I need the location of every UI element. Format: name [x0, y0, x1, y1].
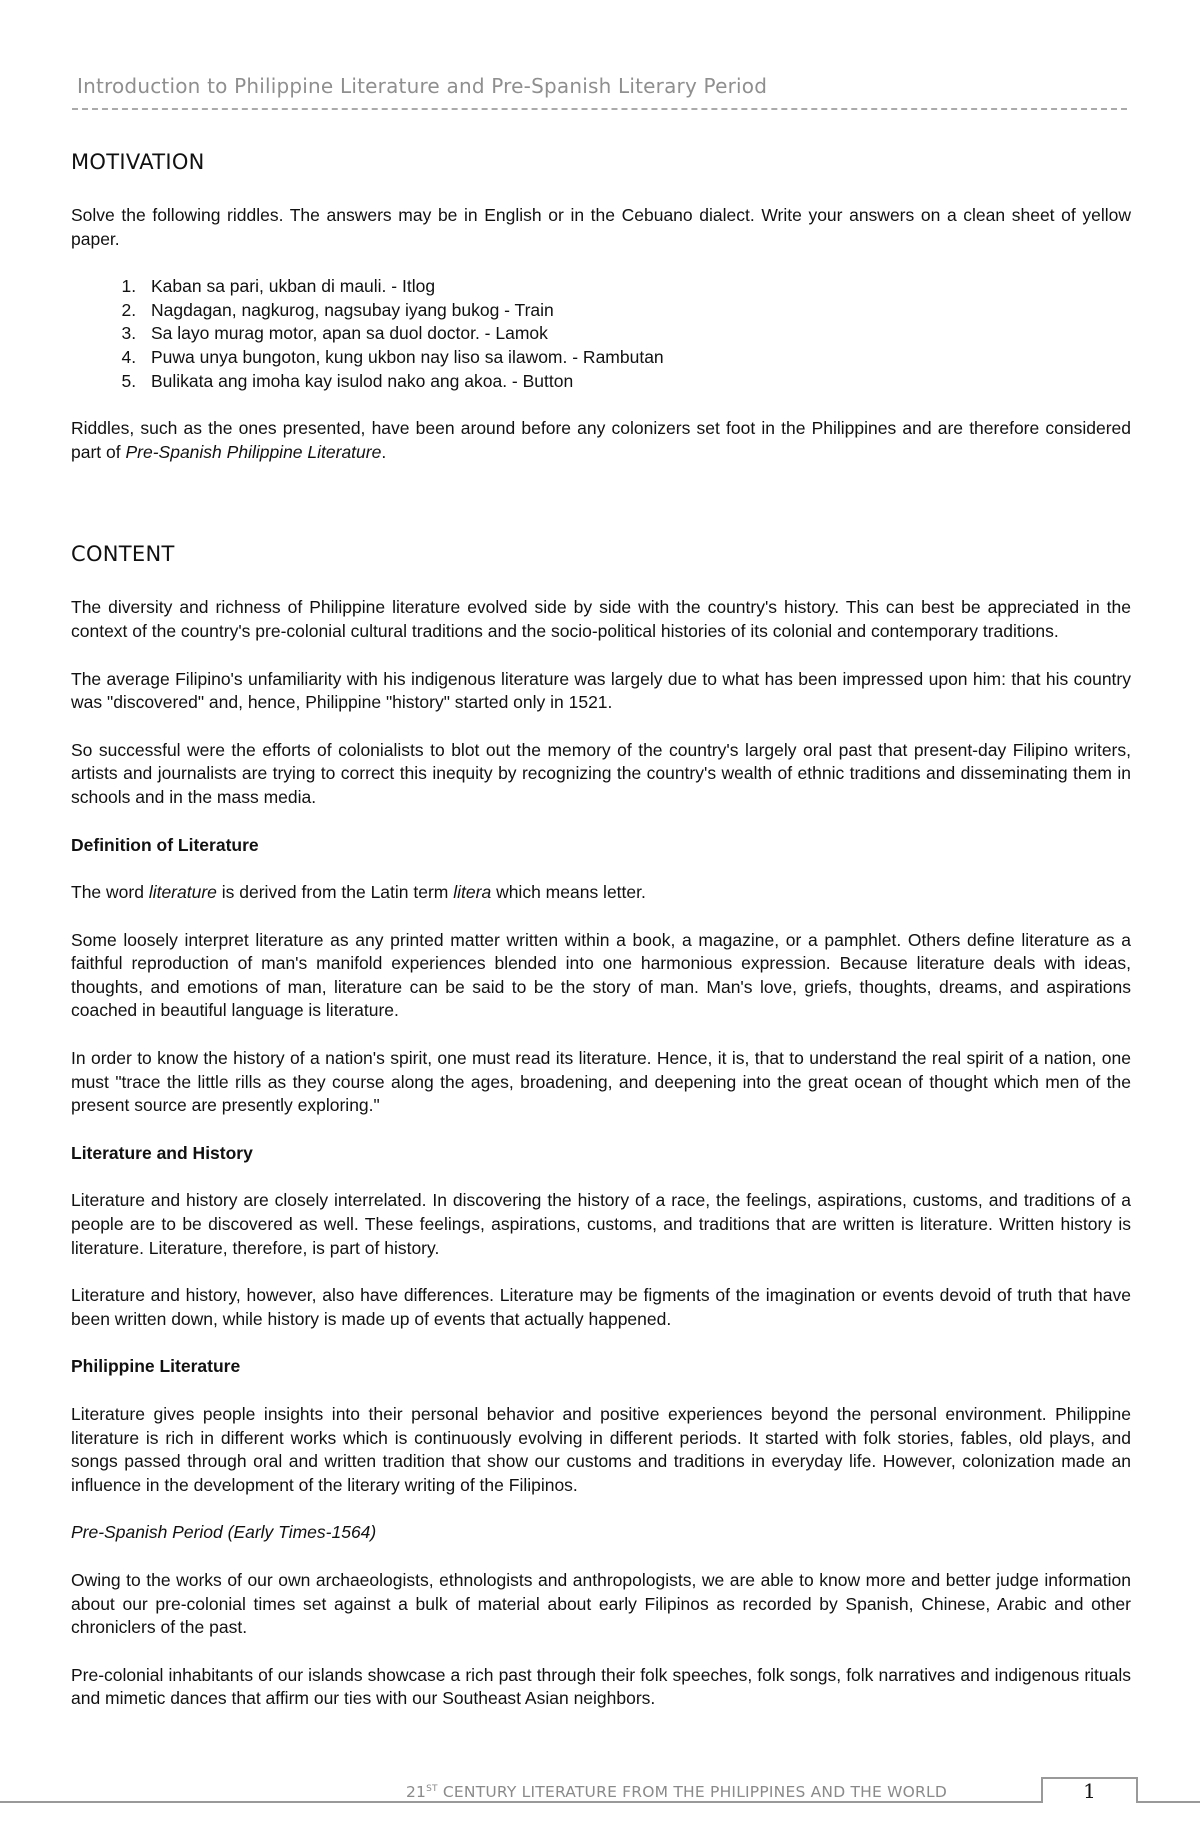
riddle-item: 1. Kaban sa pari, ukban di mauli. - Itlog: [141, 275, 1131, 299]
period-heading: Pre-Spanish Period (Early Times-1564): [71, 1522, 377, 1543]
content-paragraph: The average Filipino's unfamiliarity with his indigenous literature was largely due to what has been impressed upon him: that his country was "discovered" and, hence, Philippine "history" started only in 1521.: [71, 668, 1131, 713]
footer-divider: [0, 1801, 1200, 1803]
motivation-heading: MOTIVATION: [71, 150, 205, 174]
footer-course-title: 21ST CENTURY LITERATURE FROM THE PHILIPPINES AND THE WORLD: [406, 1783, 947, 1801]
riddle-item: 3. Sa layo murag motor, apan sa duol doctor. - Lamok: [141, 322, 1131, 346]
philippine-paragraph: Pre-colonial inhabitants of our islands showcase a rich past through their folk speeches, folk songs, folk narratives and indigenous rituals and mimetic dances that affirm our ties with our Southeast Asian neighbors.: [71, 1664, 1131, 1709]
content-heading: CONTENT: [71, 542, 175, 567]
philippine-paragraph: Owing to the works of our own archaeologists, ethnologists and anthropologists, we are able to know more and better judge information about our pre-colonial times set against a bulk of material about early Filipinos as recorded by Spanish, Chinese, Arabic and other chroniclers of the past.: [71, 1569, 1131, 1638]
history-paragraph: Literature and history, however, also have differences. Literature may be figments of the imagination or events devoid of truth that have been written down, while history is made up of events that actually happened.: [71, 1285, 1131, 1329]
motivation-closing: Riddles, such as the ones presented, have been around before any colonizers set foot in the Philippines and are therefore considered part of Pre-Spanish Philippine Literature.: [71, 418, 1131, 462]
running-header: Introduction to Philippine Literature and Pre-Spanish Literary Period: [77, 74, 768, 98]
philippine-paragraph: Literature gives people insights into their personal behavior and positive experiences beyond the personal environment. Philippine literature is rich in different works which is continuously evolving in different periods. It started with folk stories, fables, old plays, and songs passed through oral and written tradition that show our customs and traditions in everyday life. However, colonization made an influence in the development of the literary writing of the Filipinos.: [71, 1404, 1131, 1495]
history-heading: Literature and History: [71, 1142, 253, 1163]
page-body: [71, 150, 1131, 1735]
riddle-item: 2. Nagdagan, nagkurog, nagsubay iyang bukog - Train: [141, 299, 1131, 323]
definition-heading: Definition of Literature: [71, 834, 259, 855]
riddle-item: 5. Bulikata ang imoha kay isulod nako ang akoa. - Button: [141, 370, 1131, 394]
motivation-instructions: Solve the following riddles. The answers may be in English or in the Cebuano dialect. Write your answers on a clean sheet of yellow paper.: [71, 205, 1131, 249]
content-paragraph: So successful were the efforts of colonialists to blot out the memory of the country's largely oral past that present-day Filipino writers, artists and journalists are trying to correct this inequity by recognizing the country's wealth of ethnic traditions and disseminating them in schools and in the mass media.: [71, 739, 1131, 807]
definition-paragraph: Some loosely interpret literature as any printed matter written within a book, a magazine, or a pamphlet. Others define literature as a faithful reproduction of man's manifold experiences blended into one harmonious expression. Because literature deals with ideas, thoughts, and emotions of man, literature can be said to be the story of man. Man's love, griefs, thoughts, dreams, and aspirations coached in beautiful language is literature.: [71, 929, 1131, 1021]
riddle-list: [71, 275, 1131, 393]
history-paragraph: Literature and history are closely interrelated. In discovering the history of a race, the feelings, aspirations, customs, and traditions of a people are to be discovered as well. These feelings, aspirations, customs, and traditions that are written is literature. Written history is literature. Literature, therefore, is part of history.: [71, 1190, 1131, 1258]
riddle-item: 4. Puwa unya bungoton, kung ukbon nay liso sa ilawom. - Rambutan: [141, 346, 1131, 370]
content-paragraph: The diversity and richness of Philippine literature evolved side by side with the country's history. This can best be appreciated in the context of the country's pre-colonial cultural traditions and the socio-political histories of its colonial and contemporary traditions.: [71, 597, 1131, 641]
definition-paragraph: The word literature is derived from the Latin term litera which means letter.: [71, 882, 646, 903]
definition-paragraph: In order to know the history of a nation's spirit, one must read its literature. Hence, it is, that to understand the real spirit of a nation, one must "trace the little rills as they course along the ages, broadening, and deepening into the great ocean of thought which men of the present source are presently exploring.": [71, 1048, 1131, 1116]
header-divider: [72, 108, 1127, 110]
page-number: 1: [1083, 1779, 1096, 1803]
philippine-literature-heading: Philippine Literature: [71, 1356, 241, 1377]
